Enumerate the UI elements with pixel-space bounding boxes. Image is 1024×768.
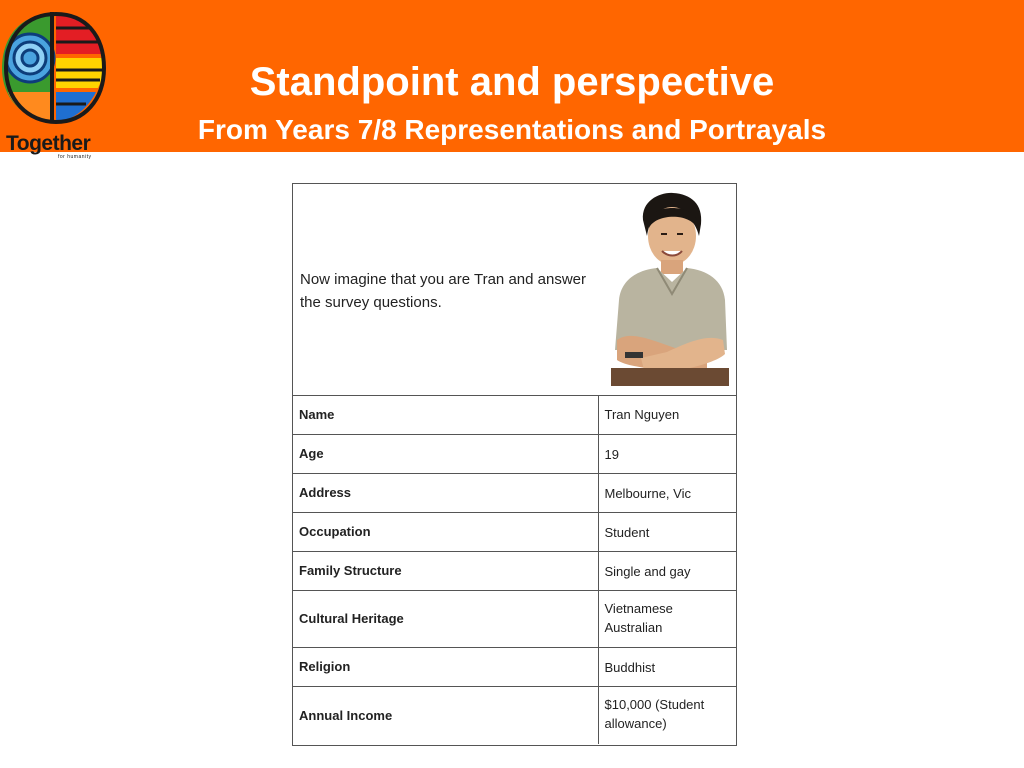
survey-table <box>293 395 736 744</box>
row-value: 19 <box>598 434 736 473</box>
row-value: Buddhist <box>598 647 736 686</box>
page-subtitle: From Years 7/8 Representations and Portrayals <box>197 114 827 145</box>
row-label: Address <box>293 473 598 512</box>
table-row <box>293 647 736 686</box>
row-label: Family Structure <box>293 551 598 590</box>
table-row <box>293 686 736 744</box>
logo-wordmark: Together <box>6 132 91 155</box>
table-row <box>293 512 736 551</box>
row-label: Occupation <box>293 512 598 551</box>
row-value: $10,000 (Student allowance) <box>598 686 736 744</box>
row-label: Name <box>293 395 598 434</box>
profile-card <box>292 183 737 746</box>
row-value: Melbourne, Vic <box>598 473 736 512</box>
row-label: Age <box>293 434 598 473</box>
row-label: Annual Income <box>293 686 598 744</box>
person-photo <box>611 190 729 386</box>
logo-tagline: for humanity <box>58 154 92 160</box>
row-label: Cultural Heritage <box>293 590 598 647</box>
header-banner <box>0 0 1024 160</box>
table-row <box>293 473 736 512</box>
row-value: Single and gay <box>598 551 736 590</box>
row-value: Student <box>598 512 736 551</box>
page-title: Standpoint and perspective <box>249 60 775 104</box>
table-row <box>293 434 736 473</box>
table-row <box>293 551 736 590</box>
row-value: Tran Nguyen <box>604 407 680 422</box>
table-row <box>293 590 736 647</box>
intro-text: Now imagine that you are Tran and answer the survey questions. <box>300 271 586 311</box>
row-value: Vietnamese Australian <box>598 590 736 647</box>
table-row <box>293 395 736 434</box>
intro-section <box>293 184 736 396</box>
row-label: Religion <box>293 647 598 686</box>
